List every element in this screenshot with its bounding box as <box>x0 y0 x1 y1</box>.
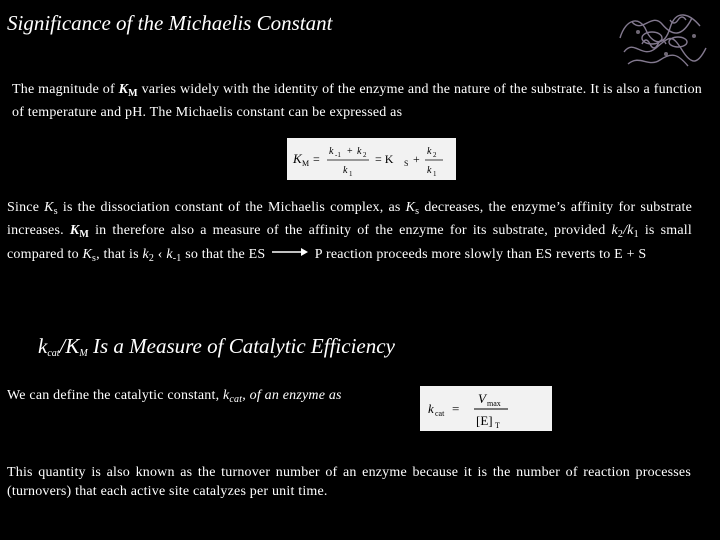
svg-text:T: T <box>495 421 500 430</box>
svg-text:2: 2 <box>363 151 367 159</box>
svg-text:k: k <box>343 165 348 176</box>
section-heading-kcat-km: $k_{cat}/K_M$ Is a Measure of Catalytic Efficiency <box>38 334 395 359</box>
svg-text:-1: -1 <box>335 151 341 159</box>
paragraph-catalytic-constant: We can define the catalytic constant, $k_{cat}$, of an enzyme as <box>7 388 342 405</box>
svg-text:+: + <box>413 152 420 166</box>
svg-text:[E]: [E] <box>476 413 493 428</box>
svg-text:k: k <box>428 401 434 416</box>
svg-text:2: 2 <box>433 151 437 159</box>
michaelis-constant-equation <box>287 138 456 180</box>
reaction-arrow-icon <box>271 244 309 254</box>
kcat-equation <box>420 386 552 431</box>
svg-text:k: k <box>427 165 432 176</box>
svg-text:max: max <box>487 399 501 408</box>
svg-text:V: V <box>478 391 486 406</box>
svg-text:=: = <box>313 152 320 166</box>
paragraph-turnover-number: This quantity is also known as the turnover number of an enzyme because it is the number of reaction processes (turnovers) that each active site catalyzes per unit time. <box>7 465 691 499</box>
svg-text:M: M <box>302 159 310 168</box>
svg-text:S: S <box>404 159 409 168</box>
svg-text:1: 1 <box>349 170 353 178</box>
svg-text:K: K <box>293 151 302 166</box>
svg-text:k: k <box>427 146 432 157</box>
svg-text:cat: cat <box>435 409 445 418</box>
svg-text:= K: = K <box>375 152 394 166</box>
svg-text:=: = <box>452 401 460 416</box>
svg-text:1: 1 <box>433 170 437 178</box>
paragraph-km-magnitude: The magnitude of $K_M$ varies widely with the identity of the enzyme and the nature of the substrate. It is also a function of temperature and pH. The Michaelis constant can be expressed as <box>12 82 702 120</box>
paragraph-ks-affinity: Since $K_s$ is the dissociation constant of the Michaelis complex, as $K_s$ decreases, the enzyme’s affinity for substrate increases. $K_M$ in therefore also a measure of the affinity of the enzyme for its substrate, provided $k_2/k_1$ is small compared to $K_s$, that is $k_2$ ‹ $k_{-1}$ so that the ES P reaction proceeds more slowly than ES reverts to E + S <box>7 200 692 264</box>
page-title: Significance of the Michaelis Constant <box>7 11 333 35</box>
svg-text:k: k <box>329 146 334 157</box>
protein-ribbon-icon <box>612 8 712 72</box>
svg-text:k: k <box>357 146 362 157</box>
svg-text:+: + <box>347 146 353 157</box>
